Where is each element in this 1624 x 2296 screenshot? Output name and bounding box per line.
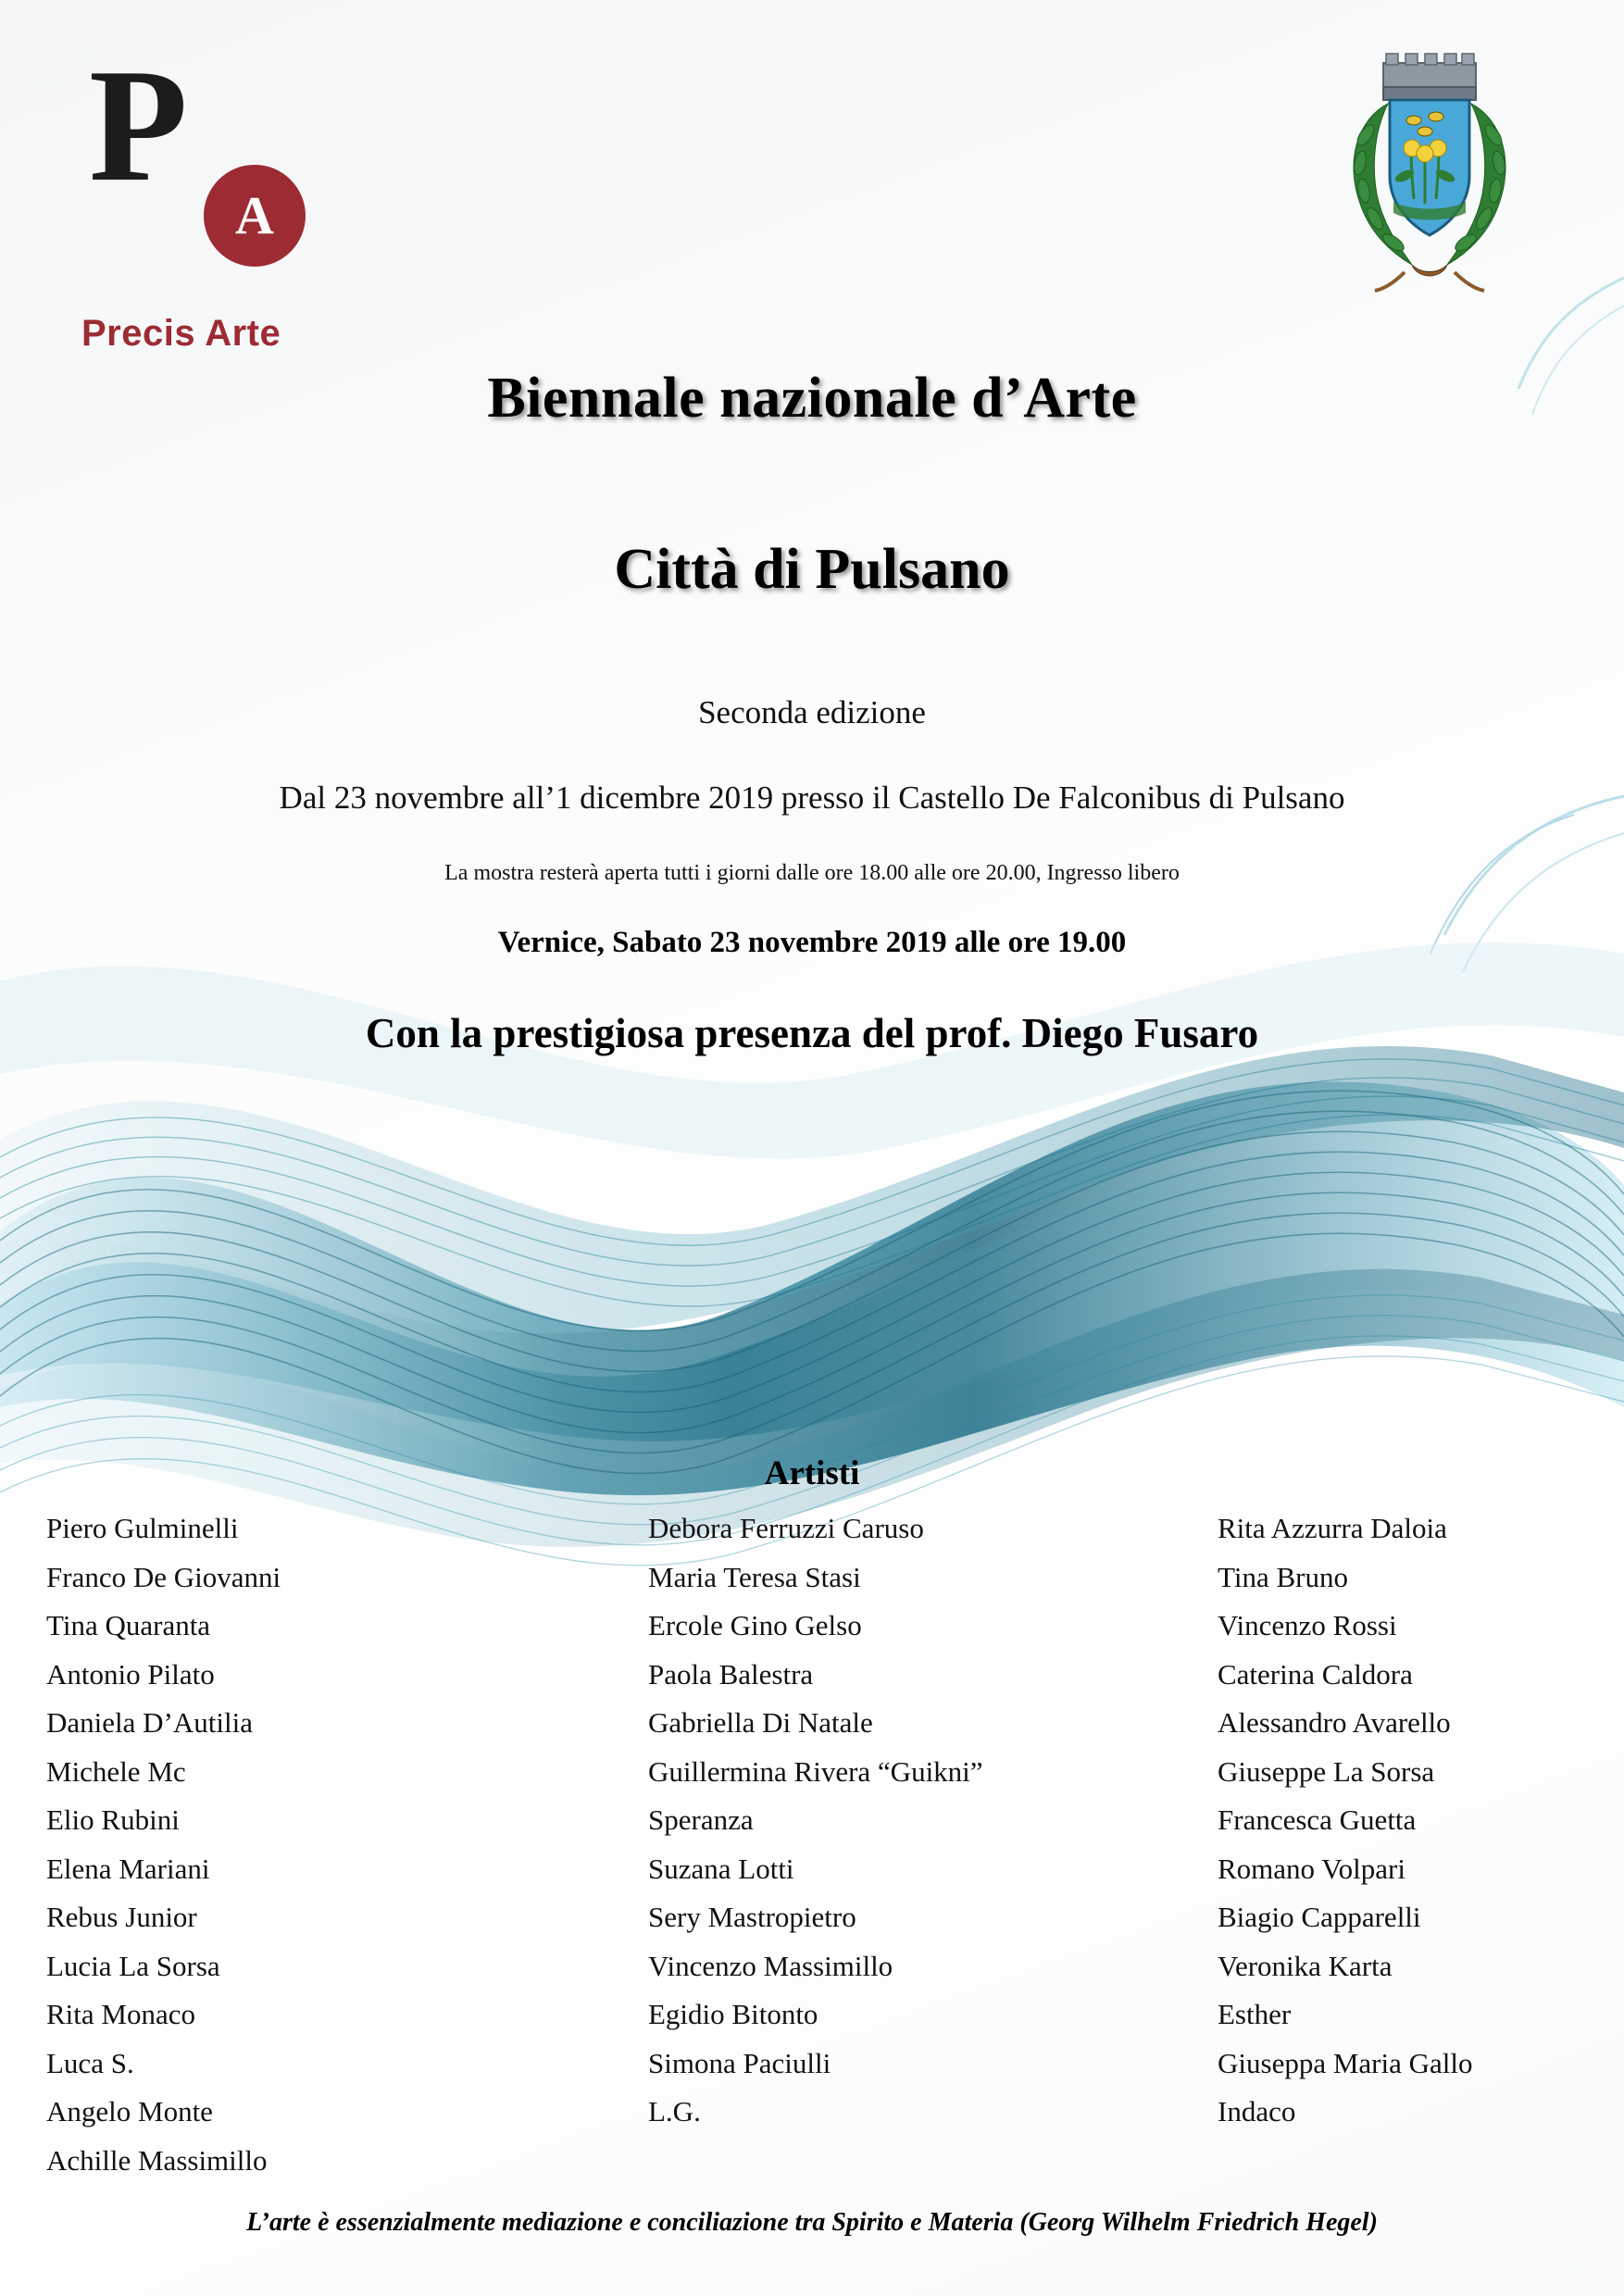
list-item: Rita Azzurra Daloia (1218, 1512, 1447, 1544)
event-dates-venue: Dal 23 novembre all’1 dicembre 2019 presso il Castello De Falconibus di Pulsano (279, 780, 1345, 816)
artists-column-1 (46, 1504, 281, 2185)
list-item: Ercole Gino Gelso (648, 1609, 862, 1641)
list-item: Daniela D’Autilia (46, 1706, 253, 1739)
list-item: Alessandro Avarello (1218, 1706, 1451, 1739)
list-item: Franco De Giovanni (46, 1560, 281, 1593)
poster-title-line1: Biennale nazionale d’Arte (487, 367, 1137, 430)
list-item: Esther (1218, 1998, 1292, 2030)
artists-column-3 (1218, 1504, 1472, 2137)
list-item: Paola Balestra (648, 1657, 814, 1691)
artists-section-heading: Artisti (764, 1454, 860, 1492)
list-item: Simona Paciulli (648, 2046, 831, 2079)
list-item: Piero Gulminelli (46, 1512, 239, 1544)
list-item: Antonio Pilato (46, 1657, 215, 1691)
list-item: Speranza (648, 1803, 754, 1836)
list-item: Vincenzo Rossi (1218, 1609, 1397, 1641)
edition-label: Seconda edizione (698, 694, 926, 730)
list-item: Romano Volpari (1218, 1852, 1405, 1885)
list-item: Rebus Junior (46, 1901, 197, 1933)
list-item: Tina Quaranta (46, 1609, 211, 1641)
list-item: Michele Mc (46, 1754, 186, 1788)
list-item: Lucia La Sorsa (46, 1949, 220, 1982)
list-item: Maria Teresa Stasi (648, 1560, 861, 1593)
list-item: Rita Monaco (46, 1998, 195, 2030)
list-item: Guillermina Rivera “Guikni” (648, 1754, 983, 1788)
list-item: Elio Rubini (46, 1803, 180, 1836)
logo-brand-text: Precis Arte (81, 313, 281, 354)
list-item: Giuseppa Maria Gallo (1218, 2046, 1473, 2079)
list-item: Luca S. (46, 2046, 134, 2079)
logo-letter-p: P (89, 35, 184, 215)
opening-hours-note: La mostra resterà aperta tutti i giorni dalle ore 18.00 alle ore 20.00, Ingresso libero (444, 861, 1180, 885)
list-item: Sery Mastropietro (648, 1901, 856, 1933)
list-item: Francesca Guetta (1218, 1803, 1417, 1836)
list-item: Achille Massimillo (46, 2143, 268, 2177)
list-item: Giuseppe La Sorsa (1218, 1754, 1435, 1788)
list-item: Debora Ferruzzi Caruso (648, 1512, 924, 1544)
list-item: Biagio Capparelli (1218, 1901, 1421, 1933)
vernissage-info: Vernice, Sabato 23 novembre 2019 alle ore 19.00 (497, 926, 1127, 959)
list-item: Caterina Caldora (1218, 1657, 1413, 1691)
list-item: Indaco (1218, 2095, 1296, 2128)
list-item: Elena Mariani (46, 1852, 210, 1885)
logo-letter-a: A (235, 185, 274, 245)
list-item: L.G. (648, 2095, 701, 2128)
list-item: Egidio Bitonto (648, 1998, 818, 2030)
municipal-crest-icon (1332, 46, 1527, 296)
list-item: Vincenzo Massimillo (648, 1949, 893, 1982)
list-item: Angelo Monte (46, 2095, 213, 2128)
footer-quote: L’arte è essenzialmente mediazione e conciliazione tra Spirito e Materia (Georg Wilhelm Friedrich Hegel) (246, 2208, 1378, 2237)
precis-arte-logo (74, 35, 333, 354)
artists-column-2 (648, 1504, 983, 2137)
list-item: Tina Bruno (1218, 1560, 1348, 1593)
list-item: Gabriella Di Natale (648, 1706, 873, 1739)
poster-title-line2: Città di Pulsano (614, 538, 1010, 601)
list-item: Veronika Karta (1218, 1949, 1393, 1982)
special-guest-line: Con la prestigiosa presenza del prof. Diego Fusaro (365, 1010, 1259, 1056)
list-item: Suzana Lotti (648, 1852, 794, 1885)
